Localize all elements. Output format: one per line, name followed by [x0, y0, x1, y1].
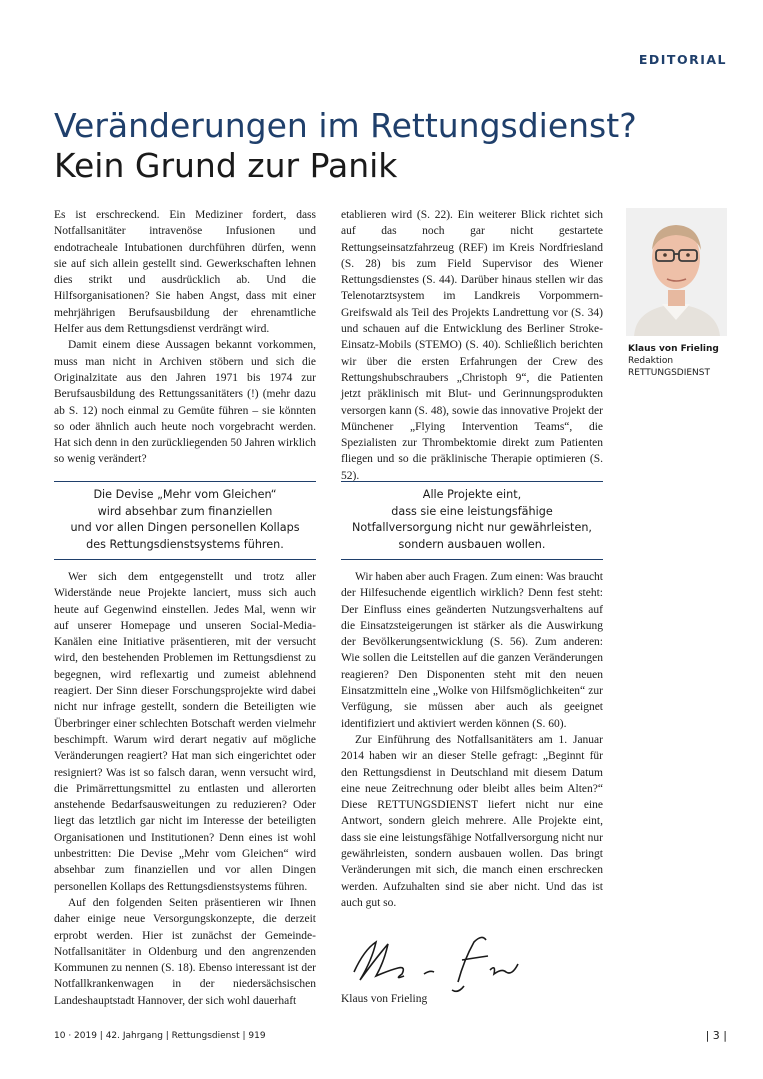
footer-info: 10 · 2019 | 42. Jahrgang | Rettungsdienst | 919: [54, 1031, 266, 1041]
paragraph: Auf den folgenden Seiten präsentieren wir Ihnen daher einige neue Versorgungskonzepte, die derzeit erprobt werden. Hier ist zunächst der Gemeinde-Notfallsanitäter in Oldenburg und den angrenzenden Kommunen zu nennen (S. 18). Ebenso interessant ist der Notfallkrankenwagen in der niedersächsischen Landeshauptstadt Hannover, der sich wohl dauerhaft: [54, 896, 316, 1007]
body-bottom-right: [341, 569, 603, 911]
signature-name: Klaus von Frieling: [341, 993, 428, 1005]
paragraph: Wer sich dem entgegenstellt und trotz aller Widerstände neue Projekte lanciert, muss sich auch heute auf Gegenwind einstellen. Jedes Mal, wenn wir auf unserer Homepage und unseren Social-Media-Kanälen eine Initiative präsentieren, mit der versucht wird, den bestehenden Problemen im Rettungsdienst zu begegnen, wird reflexartig und zumeist ablehnend reagiert. Der Sinn dieser Forschungsprojekte wird dabei nicht nur infrage gestellt, sondern die Beteiligten wie Überbringer einer schlechten Botschaft werden vielmehr beschimpft. Warum wird derart negativ auf mögliche Veränderungen reagiert? Hat man sich eingerichtet oder resigniert? Was ist so falsch daran, wenn versucht wird, die Primärrettungsmittel zu entlasten und allerorten anstehende Bedarfsausweitungen zu reduzieren? Oder liegt das letztlich gar nicht im Interesse der beteiligten Organisationen und Institutionen? Denn eines ist wohl unbestritten: Die Devise „Mehr vom Gleichen“ wird absehbar zum finanziellen und vor allen Dingen personellen Kollaps des Rettungsdienstsystems führen.: [54, 571, 316, 893]
author-name: Klaus von Frieling: [628, 344, 719, 354]
section-label: EDITORIAL: [638, 52, 727, 67]
pullquote-line: Notfallversorgung nicht nur gewährleisten,: [352, 521, 592, 534]
signature-icon: [346, 930, 536, 1000]
pullquote-left: [54, 481, 316, 560]
pullquote-line: des Rettungsdienstsystems führen.: [86, 537, 284, 551]
paragraph: Zur Einführung des Notfallsanitäters am 1. Januar 2014 haben wir an dieser Stelle gefragt: „Beginnt für den Rettungsdienst in Deutschland mit diesem Datum eine neue Zeitrechnung oder bleibt alles beim Alten?“ Diese RETTUNGSDIENST liefert nicht nur eine Antwort, sondern gleich mehrere. Alle Projekte eint, dass sie eine leistungsfähige Notfallversorgung nicht nur gewährleisten, sondern ausbauen wollen. Das bringt Veränderungen mit sich, die manch einen erschrecken werden. Aufzuhalten sind sie aber nicht. Und das ist auch gut so.: [341, 733, 603, 909]
paragraph: Wir haben aber auch Fragen. Zum einen: Was braucht der Hilfesuchende eigentlich wirklich? Denn fest steht: Der Einfluss eines geänderten Nutzungsverhaltens auf die Einsatzsteigerungen ist stärker als die Auswirkung der Bevölkerungsentwicklung (S. 56). Zum anderen: Wie sollen die Leitstellen auf die ganzen Veränderungen reagieren? Den Disponenten steht mit den neuen Einsatzmitteln eine „Wolke von Hilfsmöglichkeiten“ zur Verfügung, sie müssen aber auch als geeignet identifiziert und aktiviert werden können (S. 60).: [341, 571, 603, 730]
author-caption: [628, 343, 719, 379]
pullquote-line: dass sie eine leistungsfähige: [391, 504, 553, 518]
pullquote-line: Die Devise „Mehr vom Gleichen“: [93, 488, 277, 501]
pullquote-line: sondern ausbauen wollen.: [398, 537, 546, 551]
headline-line2: Kein Grund zur Panik: [54, 146, 398, 185]
paragraph: Es ist erschreckend. Ein Mediziner fordert, dass Notfallsanitäter intravenöse Infusionen und endotracheale Intubationen durchführen dürfen, wenn sie auf sich allein gestellt sind. Gewerkschaften lehnen dies strikt und ausdrücklich ab. Und die Hilfsorganisationen? Sie haben Angst, dass mit einer mehrjährigen Berufsausbildung der ehrenamtliche Helfer aus dem Rettungsdienst verdrängt wird.: [54, 209, 316, 336]
pullquote-line: wird absehbar zum finanziellen: [97, 504, 273, 518]
page-number: | 3 |: [705, 1029, 727, 1042]
pullquote-right: [341, 481, 603, 560]
pullquote-line: und vor allen Dingen personellen Kollaps: [70, 521, 300, 534]
body-top-left: [54, 207, 316, 468]
body-top-right: [341, 207, 603, 484]
author-portrait-icon: [626, 208, 727, 336]
author-photo: [626, 208, 727, 336]
author-publication: RETTUNGSDIENST: [628, 368, 710, 378]
paragraph: Damit einem diese Aussagen bekannt vorkommen, muss man nicht in Archiven stöbern und sich die Originalzitate aus den Jahren 1971 bis 1974 zur Berufsausbildung des Rettungssanitäters (!) (mehr dazu ab S. 12) noch einmal zu Gemüte führen – sie könnten so oder ähnlich auch heute noch vorgebracht werden. Hat sich denn in den zurückliegenden 50 Jahren wirklich so wenig verändert?: [54, 339, 316, 466]
body-bottom-left: [54, 569, 316, 1009]
headline-line1: Veränderungen im Rettungsdienst?: [54, 106, 637, 145]
author-role: Redaktion: [628, 356, 674, 366]
paragraph: etablieren wird (S. 22). Ein weiterer Blick richtet sich auf das noch gar nicht gestartete Rettungseinsatzfahrzeug (REF) im Kreis Nordfriesland (S. 28) bis zum Field Supervisor des Wiener Rettungsdienstes (S. 44). Darüber hinaus stellen wir das Telenotarztsystem im Landkreis Vorpommern-Greifswald als Teil des Projekts Landrettung vor (S. 34) und schauen auf die Entwicklung des Berliner Stroke-Einsatz-Mobils (STEMO) (S. 40). Schließlich berichten wir über die ersten Erfahrungen der Crew des Rettungshubschraubers „Christoph 9“, die Patienten jetzt präklinisch mit Blut- und Gerinnungsprodukten versorgen kann (S. 48), sowie das innovative Projekt der Münchener „Flying Intervention Teams“, die Spezialisten zur Thrombektomie direkt zum Patienten fliegen und so die präklinische Therapie optimieren (S. 52).: [341, 209, 603, 482]
pullquote-line: Alle Projekte eint,: [422, 488, 522, 501]
